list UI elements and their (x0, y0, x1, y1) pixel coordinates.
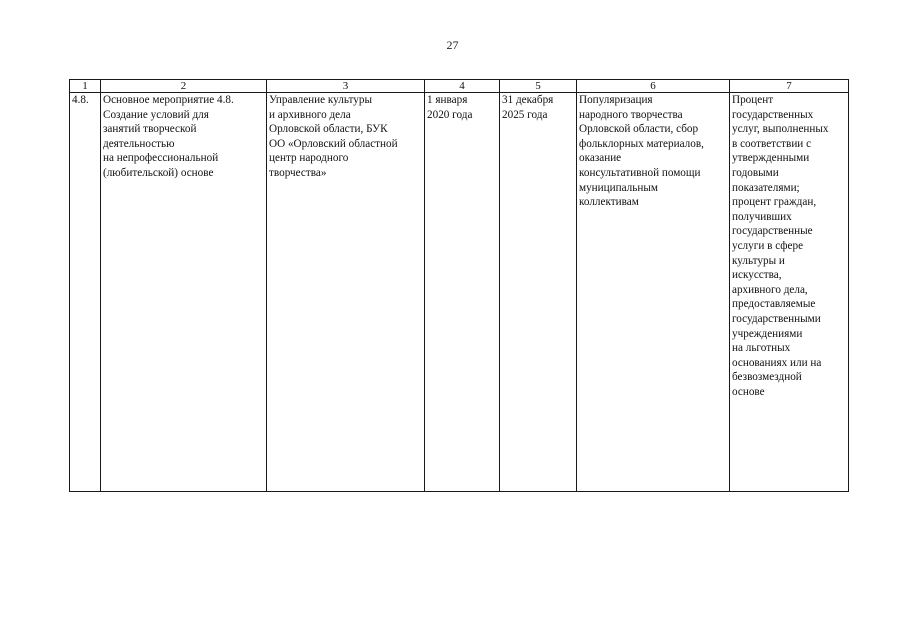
indicator-cell (730, 93, 849, 492)
column-header-5: 5 (500, 80, 577, 93)
header-row (70, 80, 849, 93)
page-number: 27 (446, 38, 459, 52)
activity-name: Основное мероприятие 4.8. Создание условий для занятий творческой деятельностью на непрофессиональной (любительской) основе (103, 94, 234, 179)
item-number: 4.8. (72, 94, 89, 106)
column-header-2: 2 (101, 80, 267, 93)
end-date-cell (500, 93, 577, 492)
column-header-3: 3 (267, 80, 425, 93)
indicator: Процент государственных услуг, выполненных в соответствии с утвержденными годовыми показателями; процент граждан, получивших государственные услуги в сфере культуры и искусства, архивного дела, предоставляемые государственными учреждениями на льготных основаниях или на безвозмездной основе (732, 94, 829, 398)
column-header-6: 6 (577, 80, 730, 93)
item-number-cell (70, 93, 101, 492)
activity-table (69, 79, 849, 492)
executor: Управление культуры и архивного дела Орловской области, БУК ОО «Орловский областной центр народного творчества» (269, 94, 398, 179)
table-row (70, 93, 849, 492)
activity-name-cell (101, 93, 267, 492)
executor-cell (267, 93, 425, 492)
column-header-7: 7 (730, 80, 849, 93)
start-date-cell (425, 93, 500, 492)
expected-result-cell (577, 93, 730, 492)
column-header-4: 4 (425, 80, 500, 93)
start-date: 1 января 2020 года (427, 94, 473, 121)
column-header-1: 1 (70, 80, 101, 93)
expected-result: Популяризация народного творчества Орловской области, сбор фольклорных материалов, оказание консультативной помощи муниципальным коллективам (579, 94, 704, 209)
end-date: 31 декабря 2025 года (502, 94, 554, 121)
